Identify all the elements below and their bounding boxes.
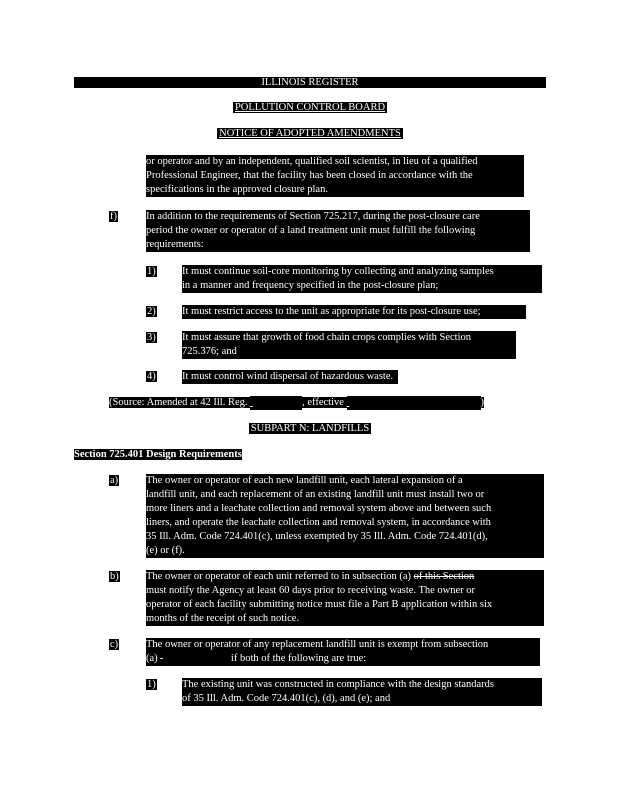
- sub-item-2-marker: 2): [147, 306, 156, 317]
- register-title: ILLINOIS REGISTER: [261, 77, 359, 88]
- item-b-marker: b): [110, 571, 119, 582]
- sub-item-4: [182, 370, 398, 384]
- text-line: or operator and by an independent, qualified soil scientist, in lieu of a qualified: [146, 156, 478, 167]
- sub-item-1: [182, 265, 542, 293]
- notice-title: NOTICE OF ADOPTED AMENDMENTS: [219, 128, 401, 139]
- item-c1-marker: 1): [147, 679, 156, 690]
- item-c-paragraph: [146, 638, 540, 666]
- text-line: months of the receipt of such notice.: [146, 613, 300, 624]
- source-reg-blank: [250, 396, 302, 410]
- text-fragment: (a): [146, 653, 161, 664]
- struck-text: of this Section: [413, 571, 475, 582]
- section-heading: Section 725.401 Design Requirements: [74, 449, 242, 460]
- item-a-paragraph: [146, 474, 544, 558]
- text-line: Professional Engineer, that the facility has been closed in accordance with the: [146, 170, 473, 181]
- source-prefix: (Source: Amended at 42 Ill. Reg.: [109, 397, 251, 408]
- text-line: must notify the Agency at least 60 days prior to receiving waste. The owner or: [146, 585, 476, 596]
- text-fragment: if both of the following are true:: [228, 653, 367, 664]
- item-b-paragraph: [146, 570, 544, 626]
- text-line: in a manner and frequency specified in the post-closure plan;: [182, 280, 439, 291]
- text-line: operator of each facility submitting notice must file a Part B application within six: [146, 599, 493, 610]
- sub-item-4-marker: 4): [147, 371, 156, 382]
- text-line: The owner or operator of each new landfill unit, each lateral expansion of a: [146, 475, 463, 486]
- text-line: [146, 570, 544, 584]
- source-middle: , effective: [302, 397, 347, 408]
- source-date-blank: [347, 396, 481, 410]
- subpart-heading: SUBPART N: LANDFILLS: [250, 423, 370, 434]
- text-line: requirements:: [146, 239, 204, 250]
- text-line: more liners and a leachate collection and removal system above and between such: [146, 503, 492, 514]
- text-line: 35 Ill. Adm. Code 724.401(c), unless exempted by 35 Ill. Adm. Code 724.401(d),: [146, 531, 488, 542]
- text-line: The existing unit was constructed in compliance with the design standards: [182, 679, 495, 690]
- text-line: period the owner or operator of a land treatment unit must fulfill the following: [146, 225, 476, 236]
- text-line: It must assure that growth of food chain crops complies with Section: [182, 332, 471, 343]
- intro-paragraph: [146, 155, 524, 197]
- item-c-marker: c): [110, 639, 119, 650]
- sub-item-3-marker: 3): [147, 332, 156, 343]
- text-line: 725.376; and: [182, 346, 237, 357]
- text-line: liners, and operate the leachate collection and removal system, in accordance with: [146, 517, 491, 528]
- item-c1-paragraph: [182, 678, 542, 706]
- sub-item-2: [182, 305, 526, 319]
- text-fragment: The owner or operator of each unit referred to in subsection (a): [146, 571, 414, 582]
- text-line: specifications in the approved closure plan.: [146, 184, 328, 195]
- text-line: [146, 652, 540, 666]
- text-line: It must continue soil-core monitoring by collecting and analyzing samples: [182, 266, 494, 277]
- text-line: In addition to the requirements of Section 725.217, during the post-closure care: [146, 211, 480, 222]
- sub-item-3: [182, 331, 516, 359]
- sub-item-1-marker: 1): [147, 266, 156, 277]
- text-line: It must control wind dispersal of hazardous waste.: [182, 371, 394, 382]
- item-f-marker: f): [110, 211, 117, 222]
- source-suffix: ): [480, 397, 485, 408]
- text-line: of 35 Ill. Adm. Code 724.401(c), (d), and (e); and: [182, 693, 391, 704]
- text-line: landfill unit, and each replacement of an existing landfill unit must install two or: [146, 489, 485, 500]
- item-f-paragraph: [146, 210, 530, 252]
- text-line: It must restrict access to the unit as appropriate for its post-closure use;: [182, 306, 481, 317]
- source-note: [109, 396, 484, 410]
- text-line: The owner or operator of any replacement landfill unit is exempt from subsection: [146, 639, 489, 650]
- text-line: (e) or (f).: [146, 545, 185, 556]
- board-title: POLLUTION CONTROL BOARD: [234, 102, 386, 113]
- struck-blank: [160, 652, 228, 666]
- item-a-marker: a): [110, 475, 119, 486]
